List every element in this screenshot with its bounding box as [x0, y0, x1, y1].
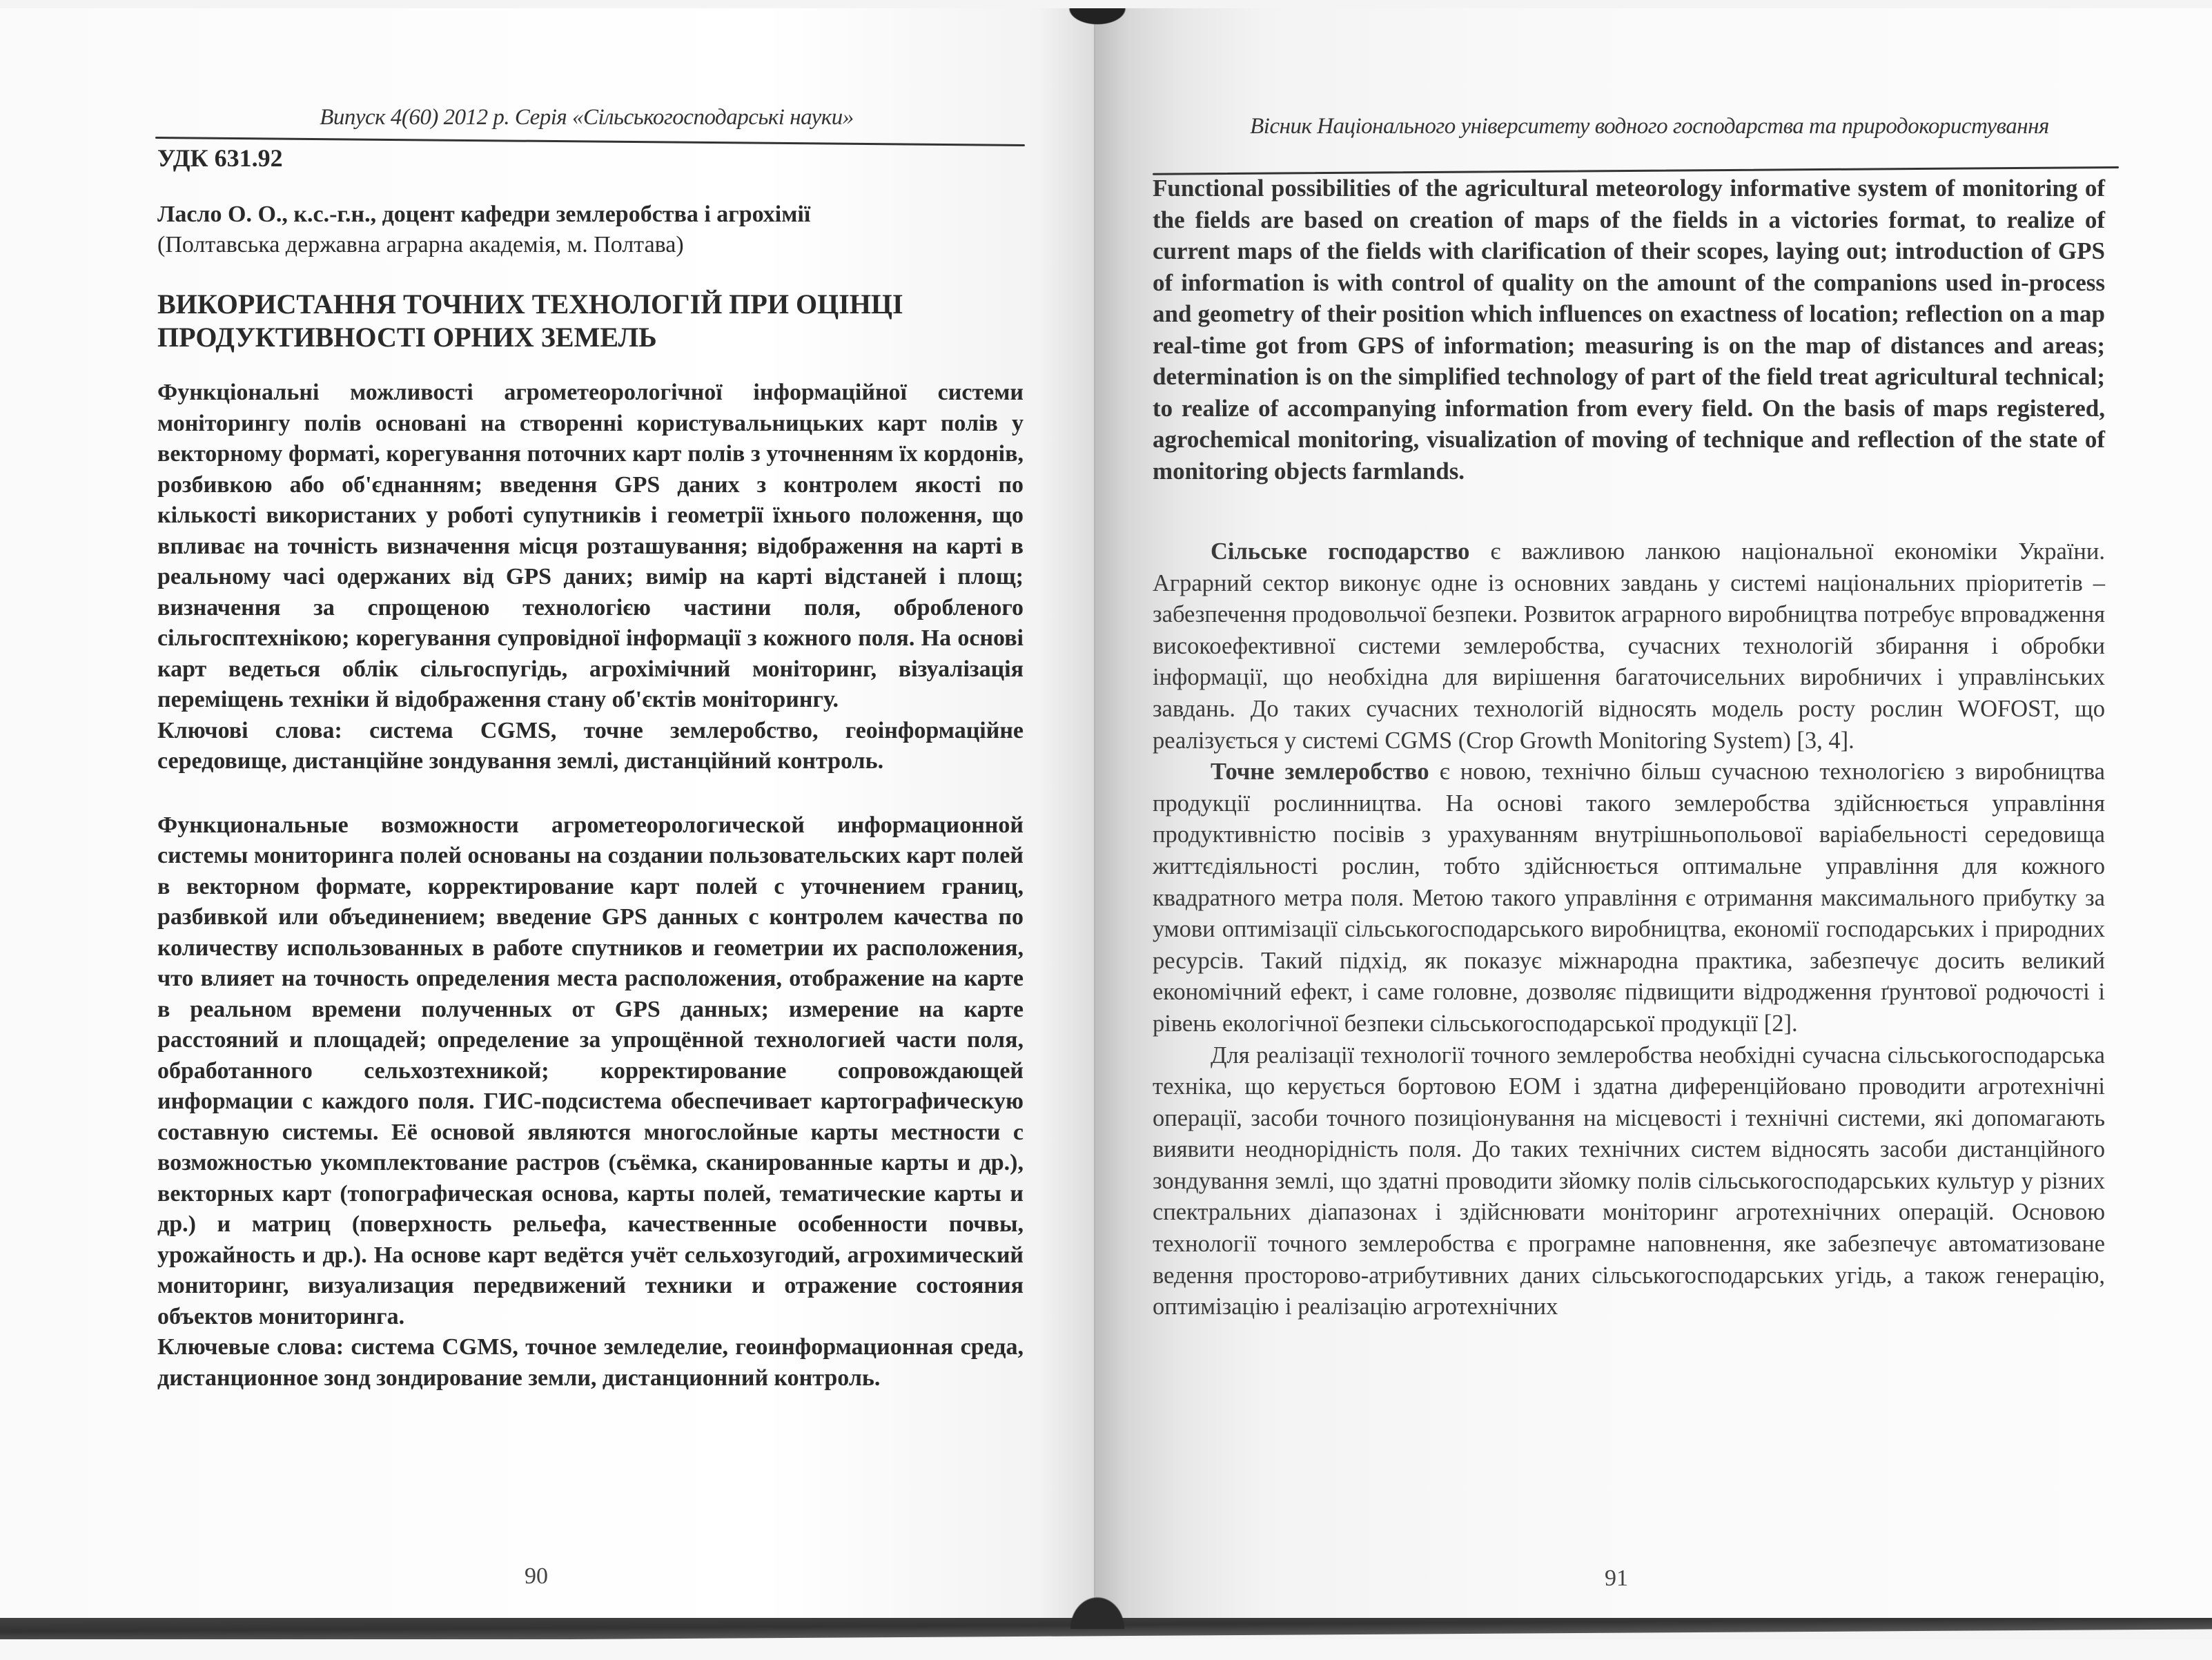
- paragraph-text: Для реалізації технології точного землеробства необхідні сучасна сільськогосподарська техніка, що керується бортовою ЕОМ і здатна диференційовано проводити агротехнічні операції, засоби точного позиціонування на місцевості і технічні системи, які допомагають виявити неоднорідність поля. До таких технічних систем відносять засоби дистанційного зондування землі, що здатні проводити зйомку полів сільськогосподарських культур у різних спектральних діапазонах і здійснювати моніторинг агротехнічних операцій. Основою технології точного землеробства є програмне наповнення, яке забезпечує автоматизоване ведення просторово-атрибутивних даних сільськогосподарських угідь, а також генерацію, оптимізацію і реалізацію агротехнічних: [1153, 1042, 2105, 1320]
- paragraph-lead: Сільське господарство: [1211, 538, 1470, 565]
- abstract-russian: Функциональные возможности агрометеорологической информационной системы мониторинга полей основаны на создании пользовательских карт полей в векторном формате, корректирование карт полей с уточнением границ, разбивкой или объединением; введение GPS данных с контролем качества по количеству использованных в работе спутников и геометрии их расположения, что влияет на точность определения места расположения, отображение на карте в реальном времени полученных от GPS данных; измерение на карте расстояний и площадей; определение за упрощённой технологией части поля, обработанного сельхозтехникой; корректирование сопровождающей информации с каждого поля. ГИС-подсистема обеспечивает картографическую составную системы. Её основой являются многослойные карты местности с возможностью укомплектование растров (съёмка, сканированные карты и др.), векторных карт (топографическая основа, карты полей, тематические карты и др.) и матриц (поверхность рельефа, качественные особенности почвы, урожайность и др.). На основе карт ведётся учёт сельхозугодий, агрохимический мониторинг, визуализация передвижений техники и отражение состояния объектов мониторинга.: [157, 812, 1024, 1329]
- author-line: [157, 199, 1024, 230]
- paragraph-lead: Точне землеробство: [1211, 759, 1429, 785]
- paragraph-text: є важливою ланкою національної економіки України. Аграрний сектор виконує одне із основних завдань у системі національних пріоритетів – забезпечення продовольчої безпеки. Розвиток аграрного виробництва потребує впровадження високоефективної системи землеробства, сучасних технологій збирання і обробки інформації, що необхідна для вирішення багаточисельних виробничих і управлінських завдань. До таких сучасних технологій відносять модель росту рослин WOFOST, що реалізується у системі CGMS (Crop Growth Monitoring System) [3, 4].: [1153, 538, 2105, 754]
- keywords-russian: Ключевые слова: система CGMS, точное земледелие, геоинформационная среда, дистанционное зонд зондирование земли, дистанционний контроль.: [157, 1334, 1024, 1391]
- book-spine: [1094, 8, 1095, 1596]
- running-head-left: Випуск 4(60) 2012 р. Серія «Сільськогосподарські науки»: [320, 105, 854, 130]
- author-affiliation: (Полтавська державна аграрна академія, м. Полтава): [157, 232, 684, 257]
- body-paragraph: [1153, 756, 2105, 1039]
- page-number-left: 90: [525, 1563, 548, 1589]
- left-page-content: [157, 141, 1024, 1394]
- udk-code: УДК 631.92: [157, 144, 283, 172]
- abstract-ukrainian: Функціональні можливості агрометеорологічної інформаційної системи моніторингу полів основані на створенні користувальницьких карт полів у векторному форматі, корегування поточних карт полів з уточненням їх кордонів, розбивкою або об'єднанням; введення GPS даних з контролем якості по кількості використаних у роботі супутників і геометрії їхнього положення, що впливає на точність визначення місця розташування; відображення на карті в реальному часі одержаних від GPS даних; вимір на карті відстаней і площ; визначення за спрощеною технологією частини поля, обробленого сільгосптехнікою; корегування супровідної інформації з кожного поля. На основі карт ведеться облік сільгоспугідь, агрохімічний моніторинг, візуалізація переміщень техніки й відображення стану об'єктів моніторингу.: [157, 380, 1024, 712]
- abstract-english: Functional possibilities of the agricultural meteorology informative system of monitoring of the fields are based on creation of maps of the fields in a victories format, to realize of current maps of the fields with clarification of their scopes, laying out; introduction of GPS of information is with control of quality on the amount of the companions used in-process and geometry of their position which influences on exactness of location; reflection on a map real-time got from GPS of information; measuring is on the map of distances and areas; determination is on the simplified technology of part of the field treat agricultural technical; to realize of accompanying information from every field. On the basis of maps registered, agrochemical monitoring, visualization of moving of technique and reflection of the state of monitoring objects farmlands.: [1153, 175, 2105, 485]
- article-title: ВИКОРИСТАННЯ ТОЧНИХ ТЕХНОЛОГІЙ ПРИ ОЦІНЦІ ПРОДУКТИВНОСТІ ОРНИХ ЗЕМЕЛЬ: [157, 289, 903, 353]
- paragraph-text: є новою, технічно більш сучасною технологією з виробництва продукції рослинництва. На основі такого землеробства здійснюється управління продуктивністю посівів з урахуванням внутрішньопольової варіабельності середовища життєдіяльності рослин, тобто здійснюється оптимальне управління для кожного квадратного метра поля. Метою такого управління є отримання максимального прибутку за умови оптимізації сільськогосподарського виробництва, економії господарських і природних ресурсів. Такий підхід, як показує міжнародна практика, забезпечує досить великий економічний ефект, і саме головне, дозволяє підвищити відродження ґрунтової родючості і рівень екологічної безпеки сільськогосподарської продукції [2].: [1153, 759, 2105, 1037]
- body-paragraph: [1153, 536, 2105, 756]
- right-page-content: [1153, 173, 2105, 1323]
- page-number-right: 91: [1605, 1565, 1628, 1591]
- running-head-right: Вісник Національного університету водного господарства та природокористування: [1250, 114, 2049, 139]
- gutter-shadow-bottom: [1056, 1581, 1139, 1629]
- gutter-shadow-top: [1049, 8, 1146, 36]
- background-strip: [0, 1639, 2212, 1660]
- author-name: Ласло О. О., к.с.-г.н., доцент кафедри землеробства і агрохімії: [157, 202, 811, 227]
- keywords-ukrainian: Ключові слова: система CGMS, точне землеробство, геоінформаційне середовище, дистанційне зондування землі, дистанційний контроль.: [157, 717, 1024, 774]
- body-paragraph: [1153, 1040, 2105, 1323]
